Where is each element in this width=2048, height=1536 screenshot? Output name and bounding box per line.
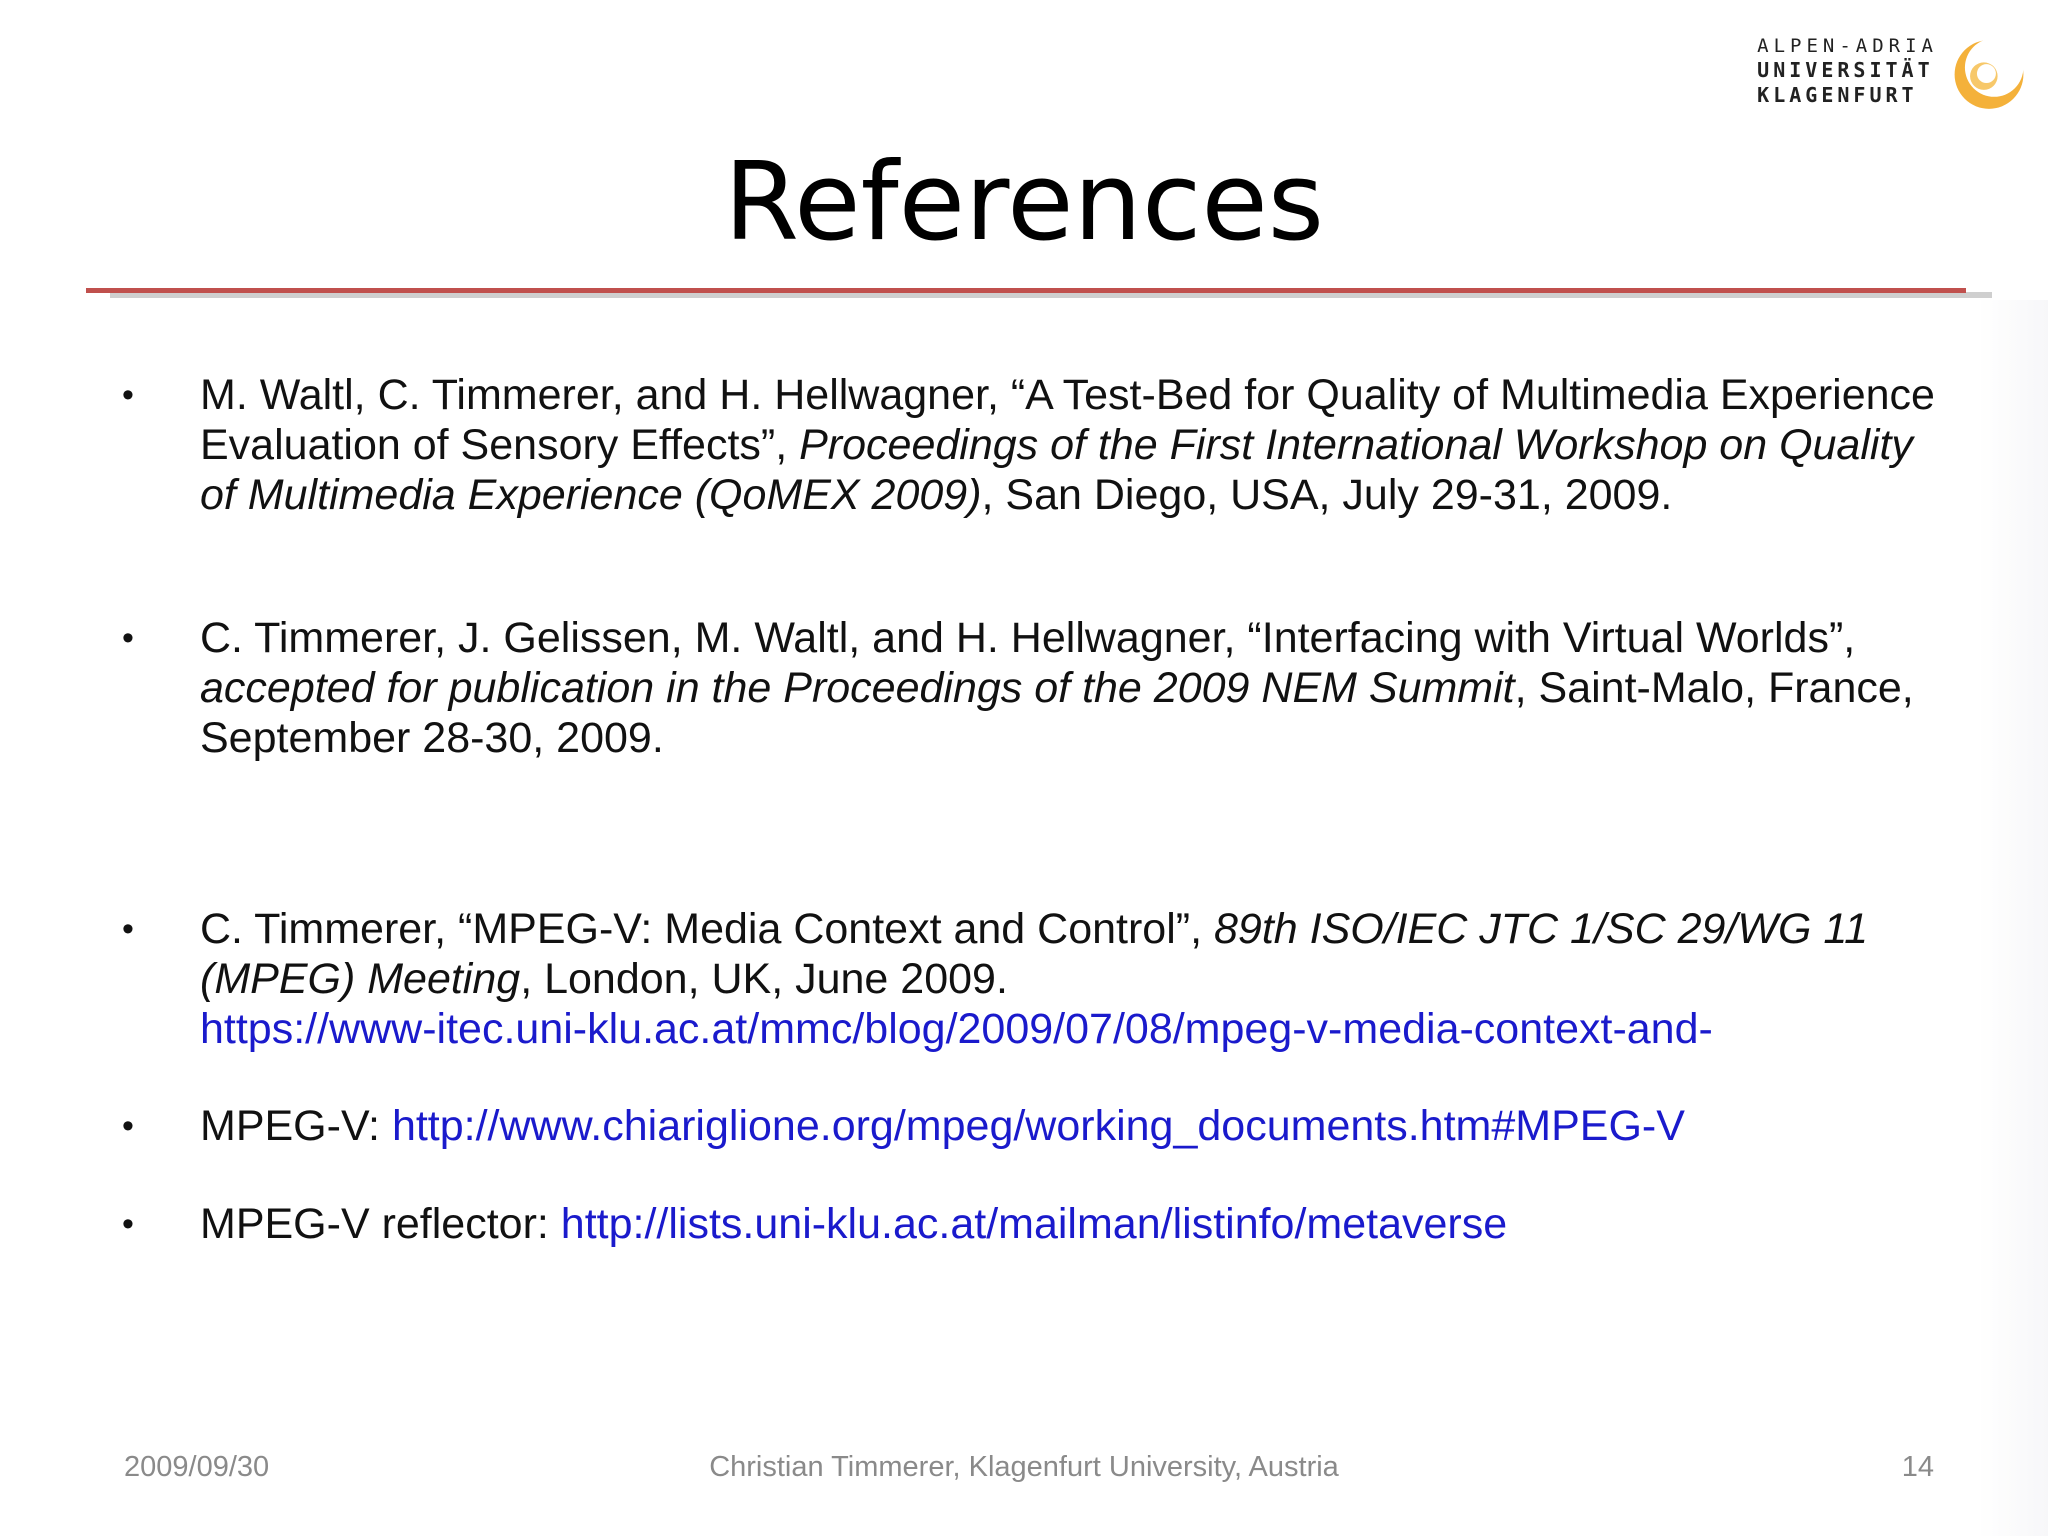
reference-item <box>122 370 1940 520</box>
reference-location: , San Diego, USA, July 29-31, 2009. <box>981 471 1673 519</box>
bullet: • <box>122 376 134 414</box>
logo-line-3: KLAGENFURT <box>1757 82 1918 107</box>
bullet: • <box>122 1205 134 1243</box>
reference-item <box>122 1199 1940 1249</box>
university-logo <box>1757 28 2032 114</box>
reference-venue: Proceedings of the First International Workshop on Quality of Multimedia Experience (QoMEX 2009) <box>200 421 1913 519</box>
reference-item <box>122 904 1940 1054</box>
reference-link[interactable]: https://www-itec.uni-klu.ac.at/mmc/blog/2009/07/08/mpeg-v-media-context-and- <box>200 1005 1713 1053</box>
mpeg-v-reflector-link[interactable]: http://lists.uni-klu.ac.at/mailman/listinfo/metaverse <box>560 1200 1508 1248</box>
mpeg-v-documents-link[interactable]: http://www.chiariglione.org/mpeg/working_documents.htm#MPEG-V <box>391 1102 1685 1150</box>
reference-location: , Saint-Malo, France, September 28-30, 2009. <box>200 664 1914 762</box>
reference-venue: accepted for publication in the Proceedings of the 2009 NEM Summit <box>200 664 1515 712</box>
footer-author: Christian Timmerer, Klagenfurt University, Austria <box>709 1451 1339 1483</box>
reference-item <box>122 613 1940 763</box>
reference-label: MPEG-V: <box>200 1102 392 1150</box>
bullet: • <box>122 1107 134 1145</box>
bullet: • <box>122 619 134 657</box>
slide-edge-shade <box>1978 300 2048 1536</box>
page-number: 14 <box>1901 1451 1934 1483</box>
reference-text: M. Waltl, C. Timmerer, and H. Hellwagner, “A Test-Bed for Quality of Multimedia Experience Evaluation of Sensory Effects”, <box>200 371 1935 469</box>
reference-item <box>122 1101 1940 1151</box>
reference-text: C. Timmerer, “MPEG-V: Media Context and Control”, <box>200 905 1214 953</box>
bullet: • <box>122 910 134 948</box>
reference-location: , London, UK, June 2009. <box>520 955 1008 1003</box>
reference-venue: 89th ISO/IEC JTC 1/SC 29/WG 11 (MPEG) Meeting <box>200 905 1868 1003</box>
sun-logo-icon <box>1946 28 2032 114</box>
reference-label: MPEG-V reflector: <box>200 1200 561 1248</box>
title-rule <box>86 288 1966 293</box>
logo-line-2: UNIVERSITÄT <box>1757 58 1934 83</box>
reference-text: C. Timmerer, J. Gelissen, M. Waltl, and H. Hellwagner, “Interfacing with Virtual Worlds”, <box>200 614 1856 662</box>
logo-line-1: ALPEN-ADRIA <box>1757 35 1938 58</box>
footer-date: 2009/09/30 <box>124 1451 270 1483</box>
slide-title: References <box>723 140 1325 265</box>
logo-text <box>1757 35 1938 107</box>
